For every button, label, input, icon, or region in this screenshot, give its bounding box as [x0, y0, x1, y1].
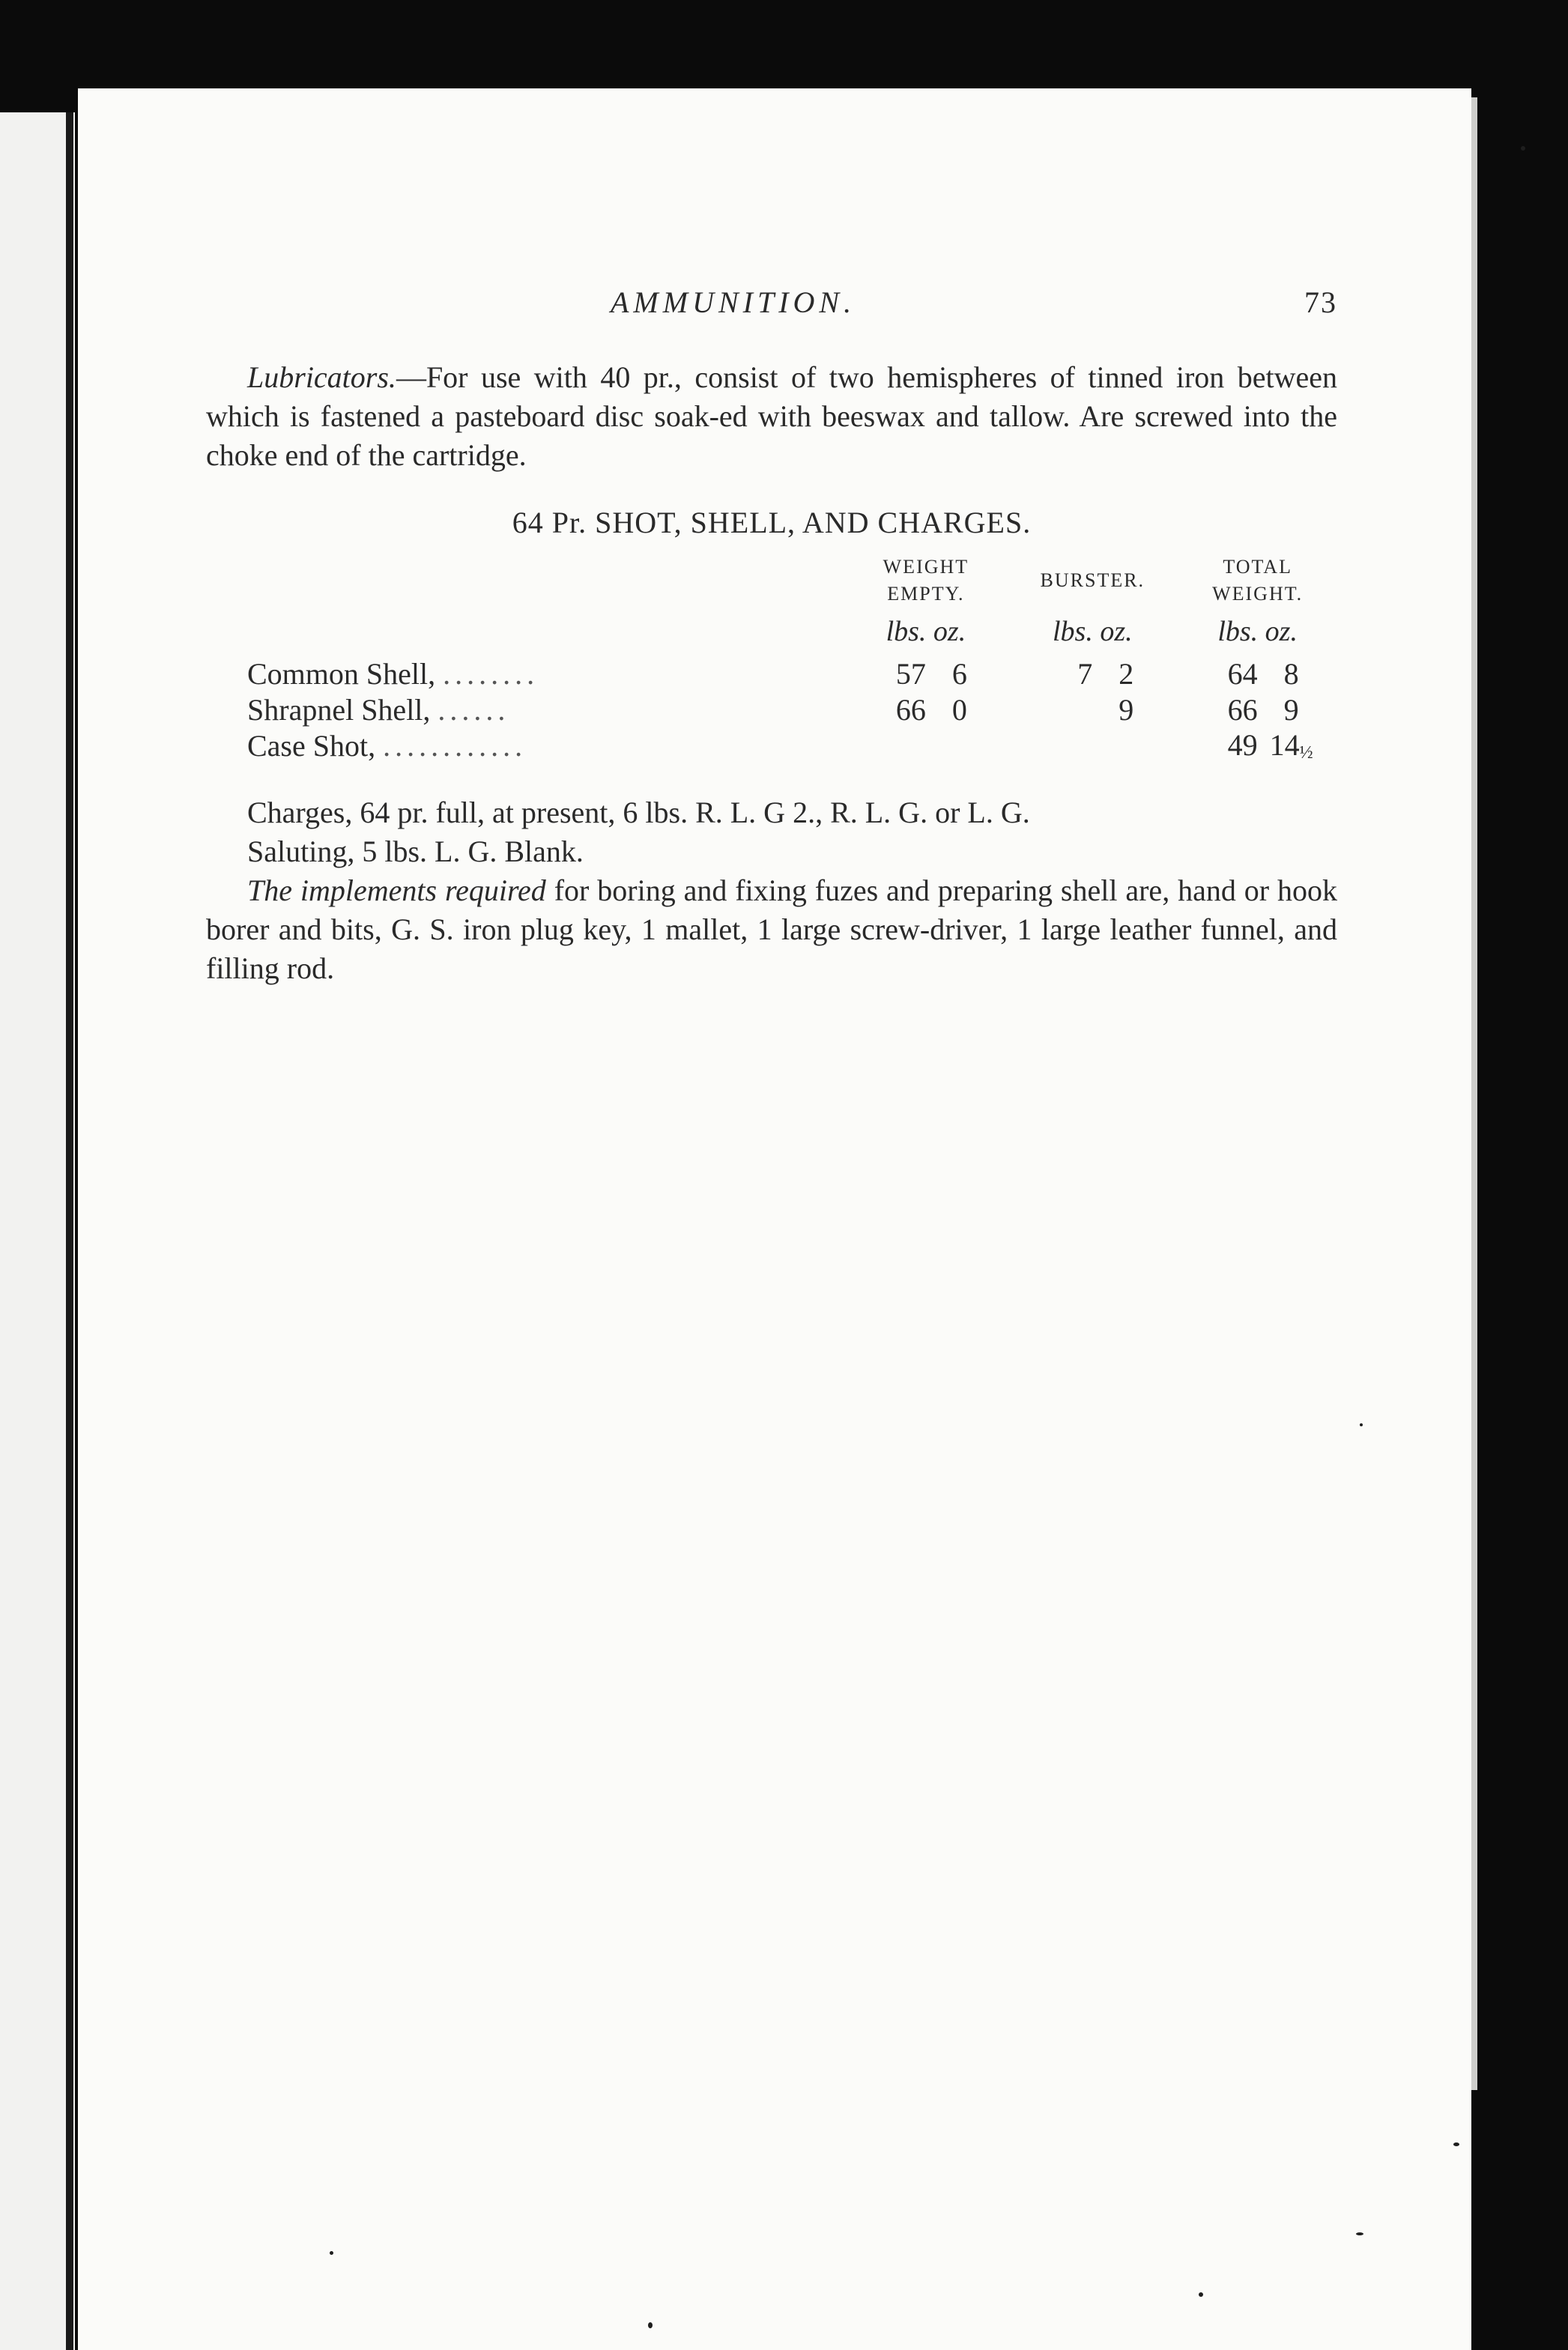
scan-speck: [1360, 1423, 1363, 1426]
scan-speck: [1521, 146, 1525, 151]
scan-speck: [330, 2251, 333, 2255]
row-name: Case Shot,: [247, 728, 376, 763]
dot-leaders: ........: [443, 656, 539, 691]
left-page-edge: [0, 112, 75, 2350]
burster-oz: 9: [1119, 692, 1134, 727]
header-blank: [206, 554, 844, 608]
charges-paragraph: Charges, 64 pr. full, at present, 6 lbs. R. L. G 2., R. L. G. or L. G.: [247, 796, 1030, 829]
scan-speck: [648, 2322, 653, 2328]
running-title: AMMUNITION.: [611, 285, 856, 319]
row-name: Shrapnel Shell,: [247, 692, 431, 727]
header-total-weight: TOTAL WEIGHT.: [1212, 556, 1304, 605]
page-number: 73: [1304, 285, 1337, 319]
weight-lbs: 57: [895, 656, 926, 691]
book-gutter: [66, 112, 73, 2350]
shot-shell-table: [206, 554, 1337, 763]
total-lbs: 49: [1227, 728, 1258, 762]
total-oz: 14: [1269, 728, 1300, 762]
burster-oz: 2: [1119, 656, 1134, 691]
units-weight-empty: lbs. oz.: [886, 616, 966, 647]
units-total-weight: lbs. oz.: [1217, 616, 1298, 647]
total-lbs: 64: [1227, 656, 1258, 691]
table-units-row: [206, 608, 1337, 655]
page-edge: [1471, 97, 1477, 2090]
weight-oz: 6: [951, 656, 967, 691]
header-burster: BURSTER.: [1040, 569, 1145, 591]
implements-paragraph: [206, 871, 1337, 988]
saluting-paragraph: Saluting, 5 lbs. L. G. Blank.: [247, 835, 584, 868]
weight-lbs: 66: [895, 692, 926, 727]
total-lbs: 66: [1227, 692, 1258, 727]
dot-leaders: ............: [383, 728, 527, 763]
lubricators-paragraph: [206, 358, 1337, 475]
burster-lbs: 7: [1077, 656, 1093, 691]
page-text: [206, 277, 1337, 988]
weight-oz: 0: [951, 692, 967, 727]
table-header-row: [206, 554, 1337, 608]
header-weight-empty: WEIGHT EMPTY.: [883, 556, 969, 605]
lubricators-text: —For use with 40 pr., consist of two hemispheres of tinned iron between which is fastened a pasteboard disc soak-ed with beeswax and tallow. Are screwed into the choke end of the cartridge.: [206, 360, 1337, 472]
scan-speck: [1356, 2232, 1363, 2235]
total-oz: 8: [1283, 656, 1299, 691]
table-title: 64 Pr. SHOT, SHELL, AND CHARGES.: [512, 506, 1032, 539]
running-head: [206, 277, 1337, 337]
total-oz-fraction: ½: [1299, 743, 1313, 763]
scan-speck: [1453, 2142, 1459, 2146]
units-burster: lbs. oz.: [1052, 616, 1133, 647]
implements-heading: The implements required: [247, 873, 546, 907]
row-name: Common Shell,: [247, 656, 436, 691]
scan-speck: [1199, 2292, 1203, 2297]
dot-leaders: ......: [438, 692, 510, 727]
lubricators-heading: Lubricators.: [247, 360, 396, 394]
table-row: [206, 691, 1337, 727]
table-row: [206, 727, 1337, 763]
total-oz: 9: [1283, 692, 1299, 727]
table-row: [206, 655, 1337, 691]
implements-text: for boring and fixing fuzes and preparing shell are, hand or hook borer and bits, G. S. iron plug key, 1 mallet, 1 large screw-driver, 1 large leather funnel, and filling rod.: [206, 873, 1338, 985]
